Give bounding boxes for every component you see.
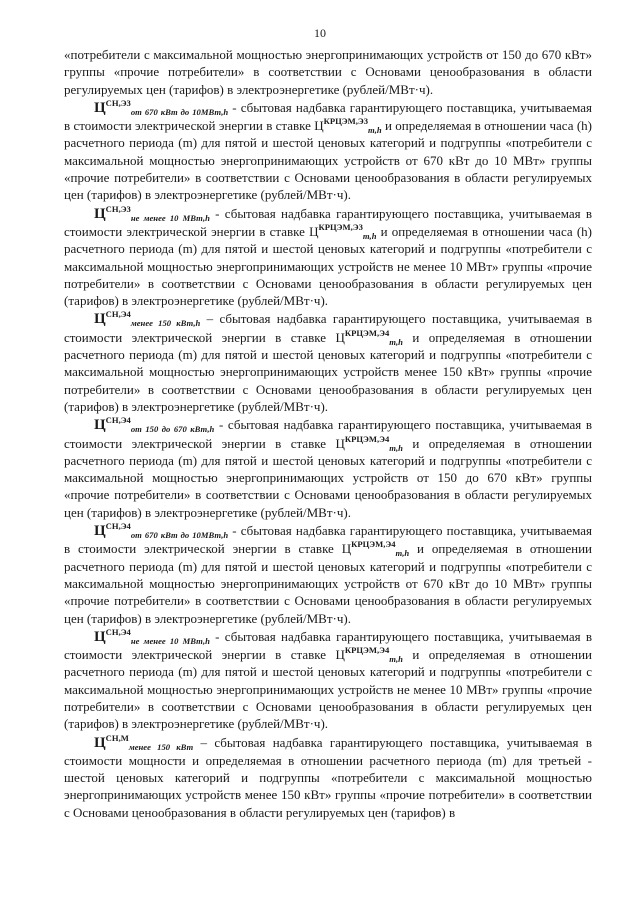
paragraph-text: - сбытовая надбавка гарантирующего поставщика, учитываемая в стоимости электрической энергии в ставке Ц <box>64 523 592 557</box>
definition-paragraph <box>64 628 592 733</box>
paragraph-text: - сбытовая надбавка гарантирующего поставщика, учитываемая в стоимости электрической энергии в ставке Ц <box>64 205 593 239</box>
rate-subscript: m,h <box>368 125 382 136</box>
rate-superscript: КРЦЭМ,Э4 <box>344 327 390 338</box>
paragraph-text: - сбытовая надбавка гарантирующего поставщика, учитываемая в стоимости электрической энергии в ставке Ц <box>64 628 593 663</box>
definition-paragraph <box>64 310 592 415</box>
paragraph-text-cont: и определяемая в отношении часа (h) расчетного периода (m) для пятой и шестой ценовых категорий и подгруппы «потребители с максимальной мощностью энергопринимающих устройств не менее 10 МВт» группы «прочие потребители» в соответствии с Основами ценообразования в области регулируемых цен (тарифов) в электроэнергетике (рублей/МВт·ч). <box>64 223 592 309</box>
tariff-symbol: Ц <box>94 523 106 540</box>
definition-paragraph <box>64 205 592 310</box>
definition-paragraph <box>64 522 592 627</box>
rate-subscript: m,h <box>395 548 410 559</box>
symbol-superscript: СН,Э3 <box>105 97 131 108</box>
symbol-superscript: СН,Э4 <box>105 626 131 637</box>
symbol-subscript: не менее 10 МВт,h <box>130 212 210 223</box>
definition-paragraph <box>64 99 592 204</box>
symbol-subscript: менее 150 кВт,h <box>130 318 201 329</box>
symbol-superscript: СН,Э4 <box>105 415 131 426</box>
symbol-superscript: СН,Э3 <box>105 203 131 214</box>
document-body <box>64 46 592 822</box>
rate-superscript: КРЦЭМ,Э3 <box>323 116 369 127</box>
symbol-subscript: от 150 до 670 кВт,h <box>130 424 215 435</box>
rate-superscript: КРЦЭМ,Э4 <box>344 433 390 444</box>
tariff-symbol: Ц <box>94 628 106 645</box>
paragraph <box>64 46 592 98</box>
tariff-symbol: Ц <box>94 205 106 222</box>
rate-superscript: КРЦЭМ,Э4 <box>351 539 396 550</box>
symbol-subscript: от 670 кВт до 10МВт,h <box>130 106 229 117</box>
paragraph-text-cont: и определяемая в отношении часа (h) расчетного периода (m) для пятой и шестой ценовых категорий и подгруппы «потребители с максимальной мощностью энергопринимающих устройств от 670 кВт до 10 МВт» группы «прочие потребители» в соответствии с Основами ценообразования в области регулируемых цен (тарифов) в электроэнергетике (рублей/МВт·ч). <box>64 118 592 203</box>
paragraph-text: - сбытовая надбавка гарантирующего поставщика, учитываемая в стоимости электрической энергии в ставке Ц <box>64 99 592 134</box>
paragraph-text-cont: и определяемая в отношении расчетного периода (m) для пятой и шестой ценовых категорий и подгруппы «потребители с максимальной мощностью энергопринимающих устройств менее 150 кВт» группы «прочие потребители» в соответствии с Основами ценообразования в области регулируемых цен (тарифов) в электроэнергетике (рублей/МВт·ч). <box>64 329 592 414</box>
rate-subscript: m,h <box>389 442 403 453</box>
paragraph-text: - сбытовая надбавка гарантирующего поставщика, учитываемая в стоимости электрической энергии в ставке Ц <box>64 417 593 451</box>
paragraph-text-cont: и определяемая в отношении расчетного периода (m) для пятой и шестой ценовых категорий и подгруппы «потребители с максимальной мощностью энергопринимающих устройств от 670 кВт до 10 МВт» группы «прочие потребители» в соответствии с Основами ценообразования в области регулируемых цен (тарифов) в электроэнергетике (рублей/МВт·ч). <box>64 541 592 626</box>
tariff-symbol: Ц <box>94 311 106 328</box>
paragraph-text-cont: и определяемая в отношении расчетного периода (m) для пятой и шестой ценовых категорий и подгруппы «потребители с максимальной мощностью энергопринимающих устройств от 150 до 670 кВт» группы «прочие потребители» в соответствии с Основами ценообразования в области регулируемых цен (тарифов) в электроэнергетике (рублей/МВт·ч). <box>64 435 592 520</box>
paragraph-text-cont: и определяемая в отношении расчетного периода (m) для пятой и шестой ценовых категорий и подгруппы «потребители с максимальной мощностью энергопринимающих устройств не менее 10 МВт» группы «прочие потребители» в соответствии с Основами ценообразования в области регулируемых цен (тарифов) в электроэнергетике (рублей/МВт·ч). <box>64 647 592 732</box>
symbol-superscript: СН,Э4 <box>105 521 131 532</box>
symbol-superscript: СН,Э4 <box>105 309 131 320</box>
tariff-symbol: Ц <box>94 417 106 434</box>
paragraph-text: – сбытовая надбавка гарантирующего поставщика, учитываемая в стоимости электрической энергии в ставке Ц <box>64 311 592 345</box>
page-number: 10 <box>314 26 326 40</box>
paragraph-text: – сбытовая надбавка гарантирующего поставщика, учитываемая в стоимости мощности и определяемая в отношении расчетного периода (m) для третьей - шестой ценовых категорий и подгруппы «потребители с максимальной мощностью энергопринимающих устройств менее 150 кВт» группы «прочие потребители» в соответствии с Основами ценообразования в области регулируемых цен (тарифов) в <box>64 734 592 820</box>
tariff-symbol: Ц <box>94 734 106 751</box>
symbol-subscript: от 670 кВт до 10МВт,h <box>130 530 229 541</box>
definition-paragraph <box>64 734 592 821</box>
rate-superscript: КРЦЭМ,Э3 <box>318 221 363 232</box>
rate-subscript: m,h <box>389 336 403 347</box>
symbol-superscript: СН,М <box>105 732 129 743</box>
rate-subscript: m,h <box>362 230 377 241</box>
rate-subscript: m,h <box>389 654 403 665</box>
paragraph-text: «потребители с максимальной мощностью энергопринимающих устройств от 150 до 670 кВт» группы «прочие потребители» в соответствии с Основами ценообразования в области регулируемых цен (тарифов) в электроэнергетике (рублей/МВт·ч). <box>64 47 592 97</box>
symbol-subscript: не менее 10 МВт,h <box>130 635 210 646</box>
rate-superscript: КРЦЭМ,Э4 <box>344 645 390 656</box>
definition-paragraph <box>64 416 592 521</box>
symbol-subscript: менее 150 кВт <box>128 741 194 752</box>
tariff-symbol: Ц <box>94 99 106 116</box>
